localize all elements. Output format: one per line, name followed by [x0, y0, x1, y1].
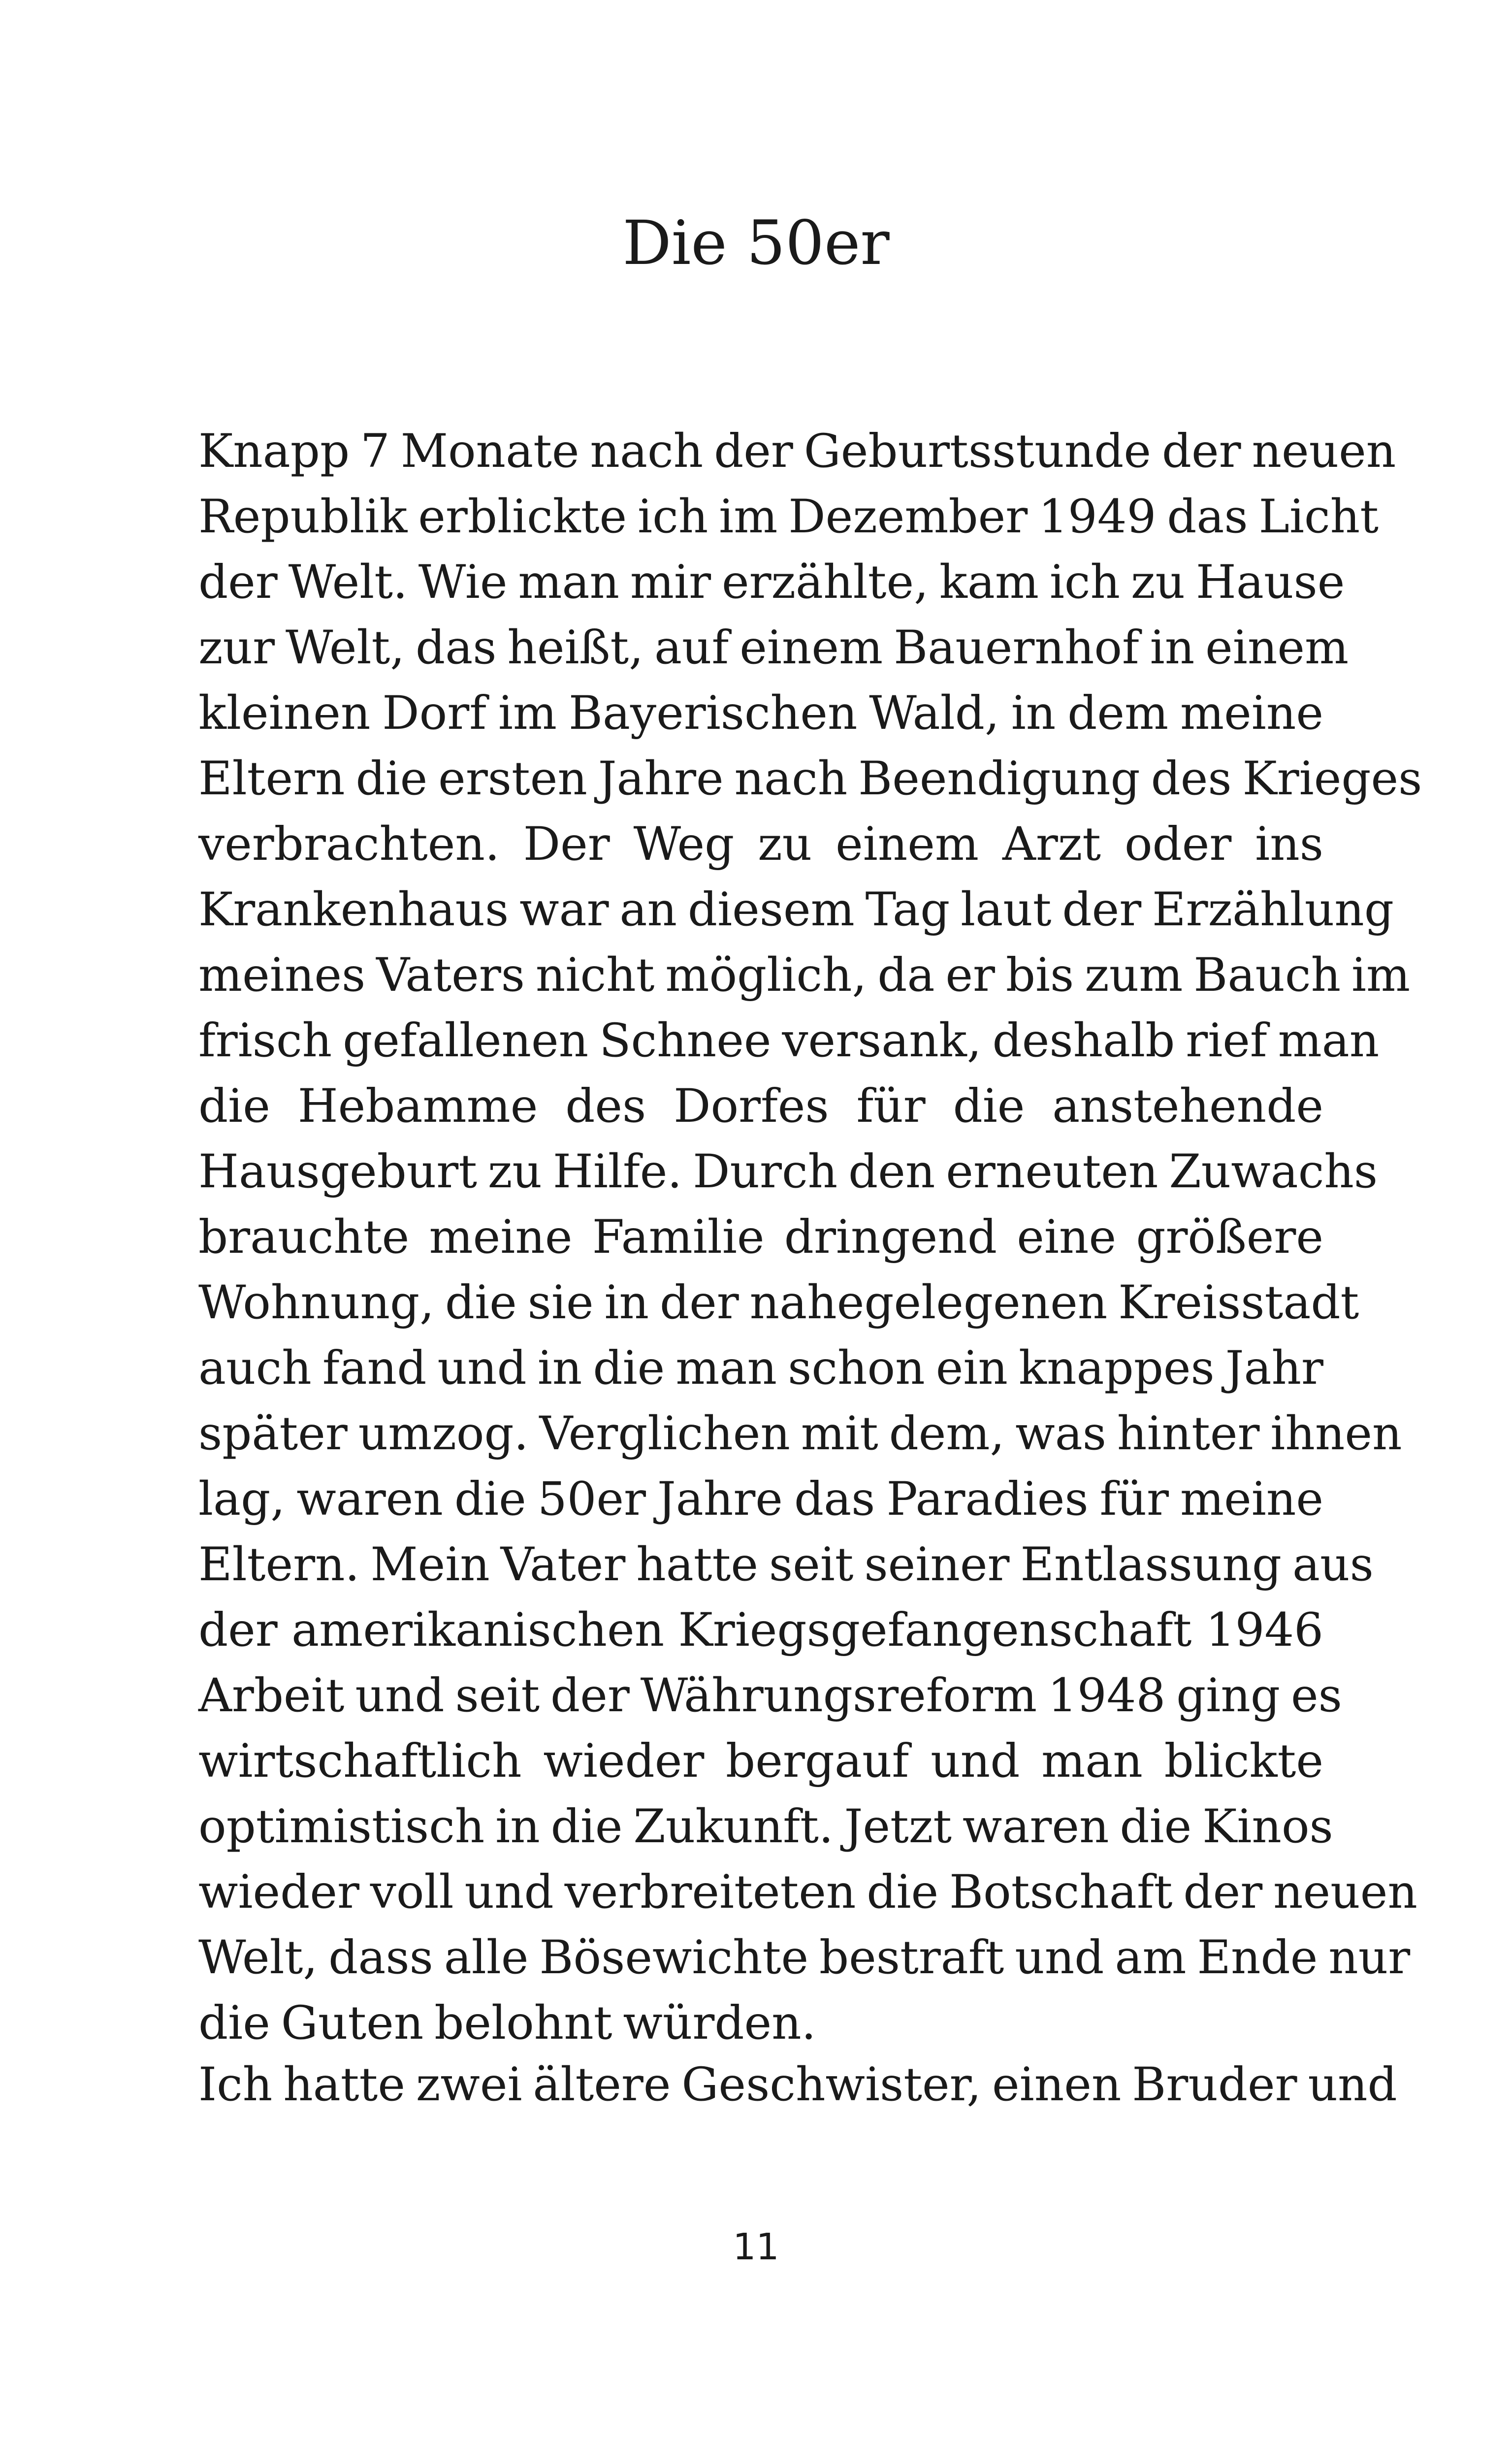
- text-line: die Hebamme des Dorfes für die anstehende: [198, 1079, 1323, 1133]
- text-line: der amerikanischen Kriegsgefangenschaft 1946: [198, 1603, 1323, 1657]
- text-line: optimistisch in die Zukunft. Jetzt waren die Kinos: [198, 1800, 1333, 1854]
- text-line: brauchte meine Familie dringend eine größere: [198, 1210, 1323, 1264]
- text-line: Eltern die ersten Jahre nach Beendigung des Krieges: [198, 752, 1422, 806]
- paragraph-2: [198, 2052, 1397, 2117]
- text-line: die Guten belohnt würden.: [198, 1996, 816, 2050]
- text-line: Ich hatte zwei ältere Geschwister, einen Bruder und: [198, 2058, 1397, 2112]
- page-number: 11: [733, 2226, 779, 2268]
- text-line: zur Welt, das heißt, auf einem Bauernhof in einem: [198, 621, 1349, 675]
- text-line: wirtschaftlich wieder bergauf und man blickte: [198, 1734, 1323, 1788]
- text-line: Arbeit und seit der Währungsreform 1948 ging es: [198, 1669, 1342, 1723]
- text-line: Eltern. Mein Vater hatte seit seiner Entlassung aus: [198, 1538, 1374, 1592]
- text-line: später umzog. Verglichen mit dem, was hinter ihnen: [198, 1407, 1402, 1461]
- text-line: Welt, dass alle Bösewichte bestraft und am Ende nur: [198, 1931, 1411, 1985]
- text-line: frisch gefallenen Schnee versank, deshalb rief man: [198, 1014, 1380, 1068]
- text-line: wieder voll und verbreiteten die Botschaft der neuen: [198, 1865, 1417, 1919]
- text-line: Knapp 7 Monate nach der Geburtsstunde der neuen: [198, 424, 1396, 478]
- text-line: der Welt. Wie man mir erzählte, kam ich zu Hause: [198, 555, 1345, 609]
- text-line: kleinen Dorf im Bayerischen Wald, in dem meine: [198, 686, 1323, 740]
- text-line: verbrachten. Der Weg zu einem Arzt oder ins: [198, 817, 1323, 871]
- text-line: Republik erblickte ich im Dezember 1949 das Licht: [198, 490, 1379, 544]
- text-line: Hausgeburt zu Hilfe. Durch den erneuten Zuwachs: [198, 1145, 1378, 1199]
- text-line: auch fand und in die man schon ein knappes Jahr: [198, 1341, 1323, 1395]
- chapter-title: Die 50er: [622, 208, 890, 279]
- text-line: Wohnung, die sie in der nahegelegenen Kreisstadt: [198, 1276, 1359, 1330]
- text-line: Krankenhaus war an diesem Tag laut der Erzählung: [198, 883, 1394, 937]
- text-line: lag, waren die 50er Jahre das Paradies für meine: [198, 1472, 1323, 1526]
- paragraph-1: [198, 419, 1422, 2056]
- text-line: meines Vaters nicht möglich, da er bis zum Bauch im: [198, 948, 1411, 1002]
